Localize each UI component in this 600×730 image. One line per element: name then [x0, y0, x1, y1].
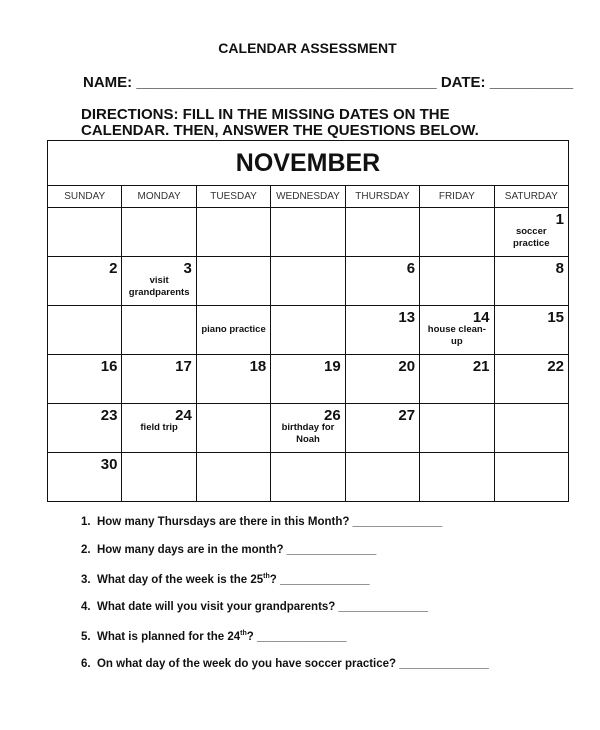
question-item: [81, 630, 489, 658]
calendar-day-cell[interactable]: [48, 208, 122, 257]
ordinal-suffix: th: [240, 629, 247, 637]
day-number: 13: [398, 309, 416, 326]
event-note: house clean-up: [427, 324, 486, 347]
answer-blank[interactable]: ______________: [352, 516, 443, 528]
calendar-day-cell[interactable]: [420, 208, 494, 257]
day-number: [122, 453, 195, 471]
day-number: [420, 208, 493, 226]
calendar-day-cell[interactable]: [345, 453, 419, 502]
question-text: 4. What date will you visit your grandparents?: [81, 601, 339, 614]
calendar-day-cell[interactable]: [271, 257, 345, 306]
day-number: 2: [109, 260, 118, 277]
question-text: 1. How many Thursdays are there in this Month?: [81, 516, 353, 528]
calendar-day-cell[interactable]: [48, 355, 122, 404]
day-number: [122, 208, 195, 226]
event-note: soccer practice: [513, 226, 550, 249]
day-number: 15: [547, 309, 564, 326]
day-number: [48, 306, 121, 324]
calendar-day-cell[interactable]: [345, 257, 419, 306]
day-number: 19: [324, 358, 341, 375]
question-item: [81, 573, 489, 601]
weekday-header-row: [48, 186, 569, 208]
calendar-day-cell[interactable]: [345, 208, 419, 257]
question-item: [81, 516, 489, 544]
worksheet-title: CALENDAR ASSESSMENT: [218, 40, 397, 56]
weekday-header: TUESDAY: [196, 186, 270, 208]
calendar-body: [48, 208, 569, 502]
question-text: 3. What day of the week is the 25: [81, 573, 264, 586]
day-number: 16: [100, 358, 118, 375]
answer-blank[interactable]: ______________: [286, 544, 377, 557]
answer-blank[interactable]: ______________: [256, 630, 347, 643]
day-number: [197, 404, 270, 422]
weekday-header: SATURDAY: [494, 186, 568, 208]
calendar-day-cell[interactable]: [494, 306, 568, 355]
calendar-day-cell[interactable]: [122, 404, 196, 453]
day-number: [420, 257, 493, 275]
day-number: 18: [249, 358, 267, 375]
question-text: ?: [246, 630, 257, 643]
calendar-day-cell[interactable]: [48, 306, 122, 355]
day-number: 21: [472, 358, 490, 375]
calendar-day-cell[interactable]: [196, 208, 270, 257]
calendar-day-cell[interactable]: [48, 453, 122, 502]
calendar-day-cell[interactable]: [271, 355, 345, 404]
day-number: 24: [175, 407, 192, 424]
day-number: 26: [324, 407, 341, 424]
calendar-day-cell[interactable]: [271, 404, 345, 453]
day-number: 1: [555, 211, 564, 228]
calendar-table: [47, 140, 569, 502]
day-number: 27: [398, 407, 416, 424]
calendar-day-cell[interactable]: [420, 355, 494, 404]
calendar-day-cell[interactable]: [345, 355, 419, 404]
calendar-day-cell[interactable]: [420, 257, 494, 306]
day-number: [420, 404, 493, 422]
day-number: 14: [472, 309, 490, 326]
event-note: birthday for Noah: [281, 422, 335, 445]
question-text: 2. How many days are in the month?: [81, 544, 287, 557]
directions: [81, 107, 479, 139]
day-number: [346, 208, 419, 226]
calendar-day-cell[interactable]: [494, 208, 568, 257]
calendar-day-cell[interactable]: [420, 404, 494, 453]
calendar-week-row: [48, 355, 569, 404]
directions-line: CALENDAR. THEN, ANSWER THE QUESTIONS BELOW.: [81, 122, 479, 139]
calendar-day-cell[interactable]: [122, 257, 196, 306]
event-note: visit grandparents: [128, 275, 190, 298]
day-number: 23: [100, 407, 118, 424]
directions-line: DIRECTIONS: FILL IN THE MISSING DATES ON THE: [81, 106, 450, 123]
calendar-day-cell[interactable]: [122, 208, 196, 257]
question-list: [81, 516, 489, 686]
calendar-day-cell[interactable]: [196, 355, 270, 404]
answer-blank[interactable]: ______________: [338, 601, 429, 614]
calendar-day-cell[interactable]: [196, 453, 270, 502]
calendar-day-cell[interactable]: [494, 453, 568, 502]
calendar-day-cell[interactable]: [122, 355, 196, 404]
day-number: [495, 404, 568, 422]
day-number: [346, 453, 419, 471]
day-number: 30: [100, 456, 118, 473]
calendar-day-cell[interactable]: [420, 453, 494, 502]
question-item: [81, 544, 489, 572]
day-number: [122, 306, 195, 324]
question-item: [81, 601, 489, 629]
day-number: [420, 453, 493, 471]
day-number: [197, 306, 270, 324]
calendar-week-row: [48, 208, 569, 257]
calendar-week-row: [48, 404, 569, 453]
day-number: 22: [547, 358, 564, 375]
day-number: [48, 208, 121, 226]
day-number: 6: [406, 260, 416, 277]
calendar-week-row: [48, 306, 569, 355]
calendar-week-row: [48, 257, 569, 306]
calendar-day-cell[interactable]: [48, 257, 122, 306]
weekday-header: FRIDAY: [420, 186, 494, 208]
question-text: 5. What is planned for the 24: [81, 630, 241, 643]
calendar-week-row: [48, 453, 569, 502]
weekday-header: WEDNESDAY: [271, 186, 345, 208]
calendar-day-cell[interactable]: [345, 306, 419, 355]
calendar-day-cell[interactable]: [271, 306, 345, 355]
day-number: [271, 208, 344, 226]
calendar-day-cell[interactable]: [271, 453, 345, 502]
day-number: [197, 453, 270, 471]
calendar-day-cell[interactable]: [122, 306, 196, 355]
day-number: 17: [175, 358, 192, 375]
ordinal-suffix: th: [263, 572, 270, 580]
answer-blank[interactable]: ______________: [279, 573, 370, 586]
weekday-header: MONDAY: [122, 186, 196, 208]
weekday-header: THURSDAY: [345, 186, 419, 208]
question-text: ?: [269, 573, 280, 586]
day-number: [495, 453, 568, 471]
day-number: [271, 306, 344, 324]
calendar-day-cell[interactable]: [345, 404, 419, 453]
day-number: [271, 257, 344, 275]
day-number: [197, 257, 270, 275]
calendar-day-cell[interactable]: [122, 453, 196, 502]
weekday-header: SUNDAY: [48, 186, 122, 208]
calendar-day-cell[interactable]: [420, 306, 494, 355]
day-number: [271, 453, 344, 471]
calendar-day-cell[interactable]: [196, 404, 270, 453]
day-number: 3: [183, 260, 192, 277]
event-note: piano practice: [201, 324, 266, 335]
calendar-day-cell[interactable]: [48, 404, 122, 453]
day-number: 20: [398, 358, 416, 375]
name-date-line[interactable]: NAME: ____________________________________ DATE: __________: [83, 74, 574, 91]
calendar-day-cell[interactable]: [196, 306, 270, 355]
answer-blank[interactable]: ______________: [399, 657, 489, 670]
day-number: 8: [555, 260, 564, 277]
calendar-day-cell[interactable]: [494, 257, 568, 306]
question-item: [81, 658, 489, 686]
calendar-day-cell[interactable]: [271, 208, 345, 257]
calendar-day-cell[interactable]: [196, 257, 270, 306]
calendar-day-cell[interactable]: [494, 404, 568, 453]
calendar-day-cell[interactable]: [494, 355, 568, 404]
day-number: [197, 208, 270, 226]
question-text: 6. On what day of the week do you have soccer practice?: [81, 657, 400, 670]
event-note: field trip: [140, 422, 178, 433]
month-title: NOVEMBER: [48, 141, 569, 186]
